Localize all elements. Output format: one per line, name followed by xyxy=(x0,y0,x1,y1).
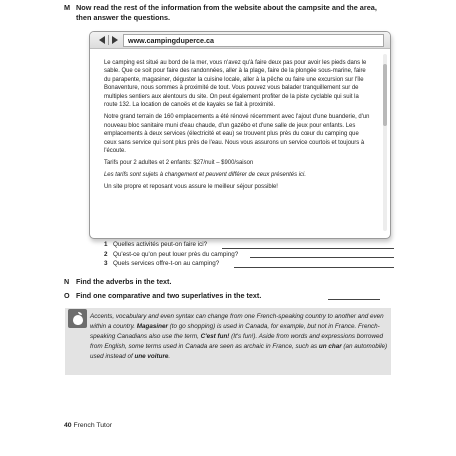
question-item xyxy=(104,259,394,269)
tip-segment: Accents, vocabulary and even syntax can change from one French-speaking country to another and even within a country. xyxy=(90,313,384,330)
apple-body xyxy=(73,315,83,325)
section-instruction-text: Find the adverbs in the text. xyxy=(76,277,172,286)
section-instruction-text: Now read the rest of the information from the website about the campsite and the area, then answer the questions. xyxy=(76,3,377,22)
rates-note: Les tarifs sont sujets à changement et peuvent différer de ceux présentés ici. xyxy=(104,172,306,179)
tip-segment: (It's fun!). Aside from words and expressions borrowed from English, some terms used in Canada are seen as archaic in France, such as xyxy=(90,332,383,350)
browser-window xyxy=(89,31,391,239)
question-item xyxy=(104,250,394,260)
tip-segment: (an automobile) used instead of xyxy=(90,342,388,360)
question-number: 1 xyxy=(104,241,108,248)
tip-segment: . xyxy=(168,352,171,360)
browser-toolbar xyxy=(90,32,390,49)
paragraph-facilities: Notre grand terrain de 160 emplacements a été rénové récemment avec l'ajout d'une buanderie, d'un nouveau bloc sanitaire muni d'eau chaude, d'un gazébo et d'une salle de jeux pour enfants. Les emplacements à deux services (électricité et eau) se trouvent plus près du cœur du camping que ceux sans service qui sont plus près de l'eau. Nous vous assurons un service courtois et toujours à l'écoute. xyxy=(104,114,370,155)
tip-bold-term: un char xyxy=(318,342,342,350)
tip-segment: (to go shopping) is used in Canada, for example, but not in France. French-speaking Canadians also use the term, xyxy=(90,322,380,340)
tip-bold-term: C'est fun! xyxy=(200,332,230,340)
section-letter: O xyxy=(64,291,70,300)
website-content xyxy=(104,59,372,195)
question-item xyxy=(104,240,394,250)
section-letter: N xyxy=(64,277,70,286)
section-instruction-text: Find one comparative and two superlatives in the text. xyxy=(76,291,262,300)
answer-line[interactable] xyxy=(250,257,394,258)
question-text: Quels services offre-t-on au camping? xyxy=(113,260,220,268)
culture-tip-text xyxy=(90,312,388,362)
apple-icon xyxy=(68,309,87,328)
scrollbar[interactable] xyxy=(383,54,387,231)
page-number: 40 xyxy=(64,422,72,429)
question-number: 2 xyxy=(104,250,108,258)
page-footer xyxy=(64,421,112,430)
paragraph-location: Le camping est situé au bord de la mer, vous n'avez qu'à faire deux pas pour avoir les pieds dans le sable. Que ce soit pour faire des randonnées, aller à la plage, faire de la plongée sous-marine, faire du parapente, magasiner, déguster la cuisine locale, aller à la pêche ou faire une excursion sur l'île Bonaventure, nous sommes à proximité de tout. Vous pouvez vous balader tranquillement sur de multiples sentiers aux alentours du site. On peut également profiter de la piste cyclable qui suit la route 132. La location de canoës et de kayaks se fait à proximité. xyxy=(104,60,367,109)
paragraph-rates: Tarifs pour 2 adultes et 2 enfants: $27/nuit – $900/saison xyxy=(104,160,254,167)
nav-divider xyxy=(108,35,109,45)
scrollbar-thumb[interactable] xyxy=(383,64,387,126)
forward-arrow-icon[interactable] xyxy=(112,36,118,44)
question-list xyxy=(104,240,394,269)
question-number: 3 xyxy=(104,260,108,268)
question-text: Qu'est-ce qu'on peut louer près du camping? xyxy=(113,250,239,258)
book-title: French Tutor xyxy=(73,422,112,429)
section-m-instruction xyxy=(64,3,394,22)
section-letter: M xyxy=(64,3,71,12)
back-arrow-icon[interactable] xyxy=(99,36,105,44)
tip-bold-term: Magasiner xyxy=(136,322,168,330)
question-text: Quelles activités peut-on faire ici? xyxy=(113,241,208,248)
answer-line[interactable] xyxy=(328,299,380,300)
address-bar[interactable]: www.campingduperce.ca xyxy=(123,34,384,47)
tip-bold-term: une voiture xyxy=(134,352,169,360)
answer-line[interactable] xyxy=(234,267,394,268)
closing-line: Un site propre et reposant vous assure le meilleur séjour possible! xyxy=(104,184,278,191)
answer-line[interactable] xyxy=(222,248,394,249)
